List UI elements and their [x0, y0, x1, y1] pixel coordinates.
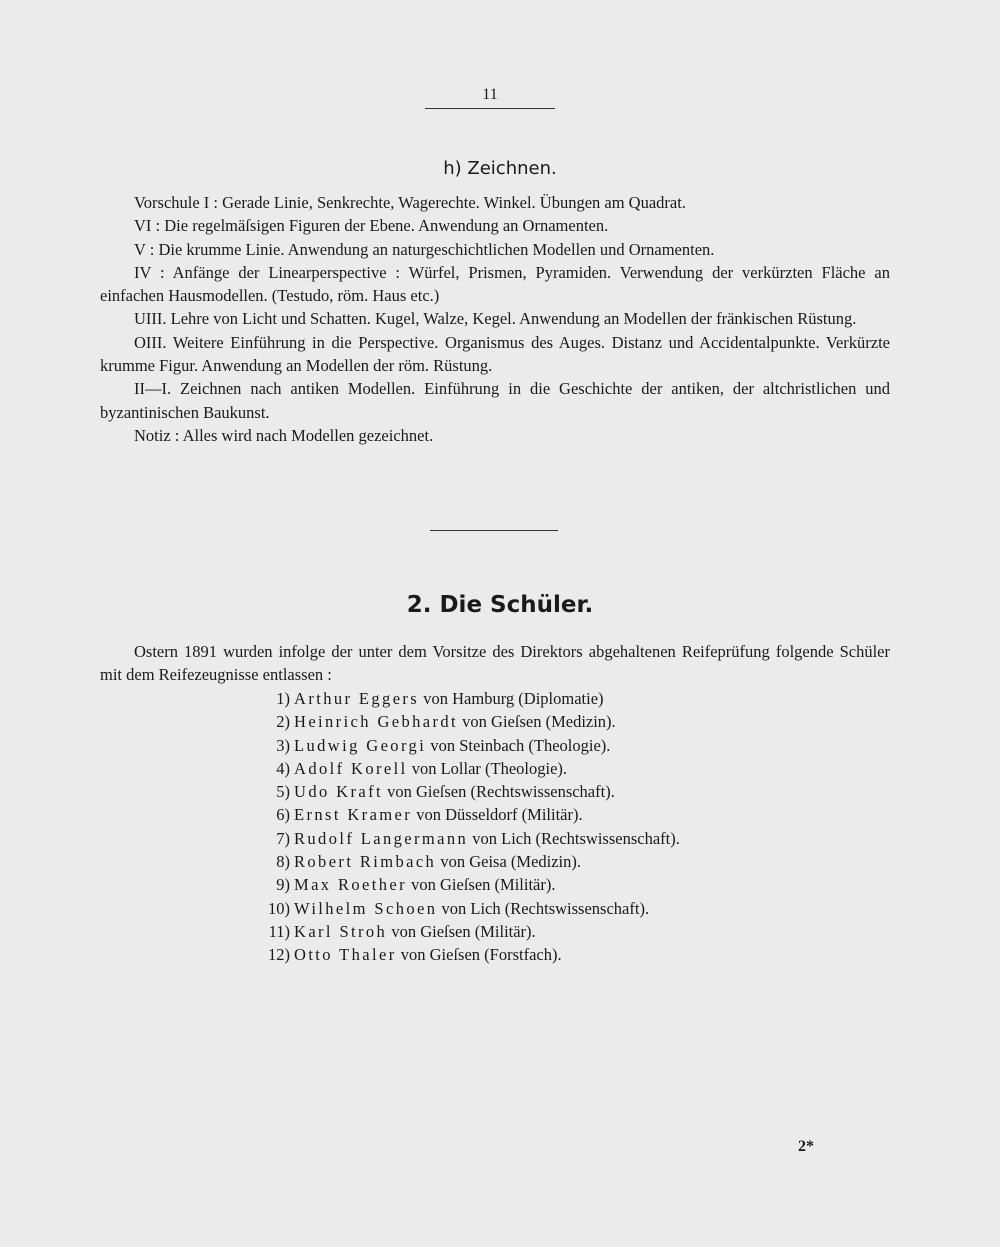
section-heading-zeichnen: h) Zeichnen.	[443, 158, 557, 179]
student-list-item	[230, 710, 680, 733]
student-name: Max Roether	[294, 875, 408, 895]
student-origin-subject: von Gieſsen (Militär).	[411, 875, 556, 895]
student-origin-subject: von Gieſsen (Forstfach).	[400, 945, 562, 965]
student-origin-subject: von Düsseldorf (Militär).	[416, 805, 583, 825]
student-name: Heinrich Gebhardt	[294, 712, 459, 732]
student-list-item	[230, 757, 680, 780]
student-name: Rudolf Langermann	[294, 828, 469, 848]
student-number: 4)	[276, 758, 290, 778]
page-number: 11	[482, 86, 498, 103]
student-name: Adolf Korell	[294, 758, 408, 778]
paragraph: Vorschule I : Gerade Linie, Senkrechte, Wagerechte. Winkel. Übungen am Quadrat.	[134, 193, 686, 212]
student-list-item	[230, 873, 680, 896]
paragraph: OIII. Weitere Einführung in die Perspective. Organismus des Auges. Distanz und Accidentalpunkte. Verkürzte krumme Figur. Anwendung an Modellen der röm. Rüstung.	[100, 332, 890, 376]
student-list-item	[230, 734, 680, 757]
paragraph: VI : Die regelmäſsigen Figuren der Ebene. Anwendung an Ornamenten.	[134, 216, 609, 236]
student-name: Wilhelm Schoen	[294, 898, 438, 918]
signature-mark: 2*	[798, 1138, 814, 1155]
student-name: Karl Stroh	[294, 921, 388, 941]
student-number: 5)	[276, 782, 290, 802]
student-name: Robert Rimbach	[294, 852, 437, 872]
student-list-item	[230, 827, 680, 850]
student-origin-subject: von Hamburg (Diplomatie)	[423, 689, 604, 708]
paragraph: UIII. Lehre von Licht und Schatten. Kugel, Walze, Kegel. Anwendung an Modellen der fränkischen Rüstung.	[134, 309, 857, 329]
student-number: 10)	[268, 898, 290, 918]
student-list-item	[230, 803, 680, 826]
student-list	[230, 687, 680, 967]
student-origin-subject: von Lollar (Theologie).	[411, 758, 568, 778]
student-list-item	[230, 897, 680, 920]
student-name: Udo Kraft	[294, 782, 383, 802]
student-origin-subject: von Geisa (Medizin).	[440, 852, 582, 872]
paragraph: IV : Anfänge der Linearperspective : Würfel, Prismen, Pyramiden. Verwendung der verkürzten Fläche an einfachen Hausmodellen. (Testudo, röm. Haus etc.)	[100, 262, 890, 306]
student-number: 7)	[276, 828, 290, 848]
student-origin-subject: von Gieſsen (Militär).	[391, 921, 536, 941]
student-list-item	[230, 687, 680, 710]
student-number: 12)	[268, 945, 290, 965]
student-origin-subject: von Gieſsen (Medizin).	[462, 712, 616, 732]
student-list-item	[230, 943, 680, 966]
paragraph: V : Die krumme Linie. Anwendung an naturgeschichtlichen Modellen und Ornamenten.	[134, 239, 715, 259]
paragraph: II—I. Zeichnen nach antiken Modellen. Einführung in die Geschichte der antiken, der altchristlichen und byzantinischen Baukunst.	[100, 379, 890, 422]
schueler-intro	[100, 640, 890, 687]
student-name: Ludwig Georgi	[294, 735, 427, 755]
section-divider	[430, 530, 558, 531]
student-list-item	[230, 850, 680, 873]
student-name: Arthur Eggers	[294, 689, 420, 708]
student-name: Otto Thaler	[294, 945, 397, 965]
student-number: 9)	[276, 875, 290, 895]
student-number: 11)	[268, 921, 290, 941]
student-list-item	[230, 920, 680, 943]
student-number: 3)	[276, 735, 290, 755]
intro-paragraph: Ostern 1891 wurden infolge der unter dem Vorsitze des Direktors abgehaltenen Reifeprüfung folgende Schüler mit dem Reifezeugnisse entlassen :	[100, 642, 890, 685]
student-origin-subject: von Lich (Rechtswissenschaft).	[441, 898, 650, 918]
student-number: 6)	[276, 805, 290, 825]
paragraph: Notiz : Alles wird nach Modellen gezeichnet.	[134, 425, 434, 445]
header-rule	[425, 108, 555, 109]
student-number: 8)	[276, 852, 290, 872]
student-origin-subject: von Steinbach (Theologie).	[430, 735, 611, 755]
student-name: Ernst Kramer	[294, 805, 413, 825]
zeichnen-body	[100, 191, 890, 447]
student-list-item	[230, 780, 680, 803]
student-number: 2)	[276, 712, 290, 732]
student-origin-subject: von Gieſsen (Rechtswissenschaft).	[387, 782, 615, 802]
student-number: 1)	[276, 689, 290, 708]
section-heading-schueler: 2. Die Schüler.	[406, 592, 594, 618]
student-origin-subject: von Lich (Rechtswissenschaft).	[472, 828, 680, 848]
